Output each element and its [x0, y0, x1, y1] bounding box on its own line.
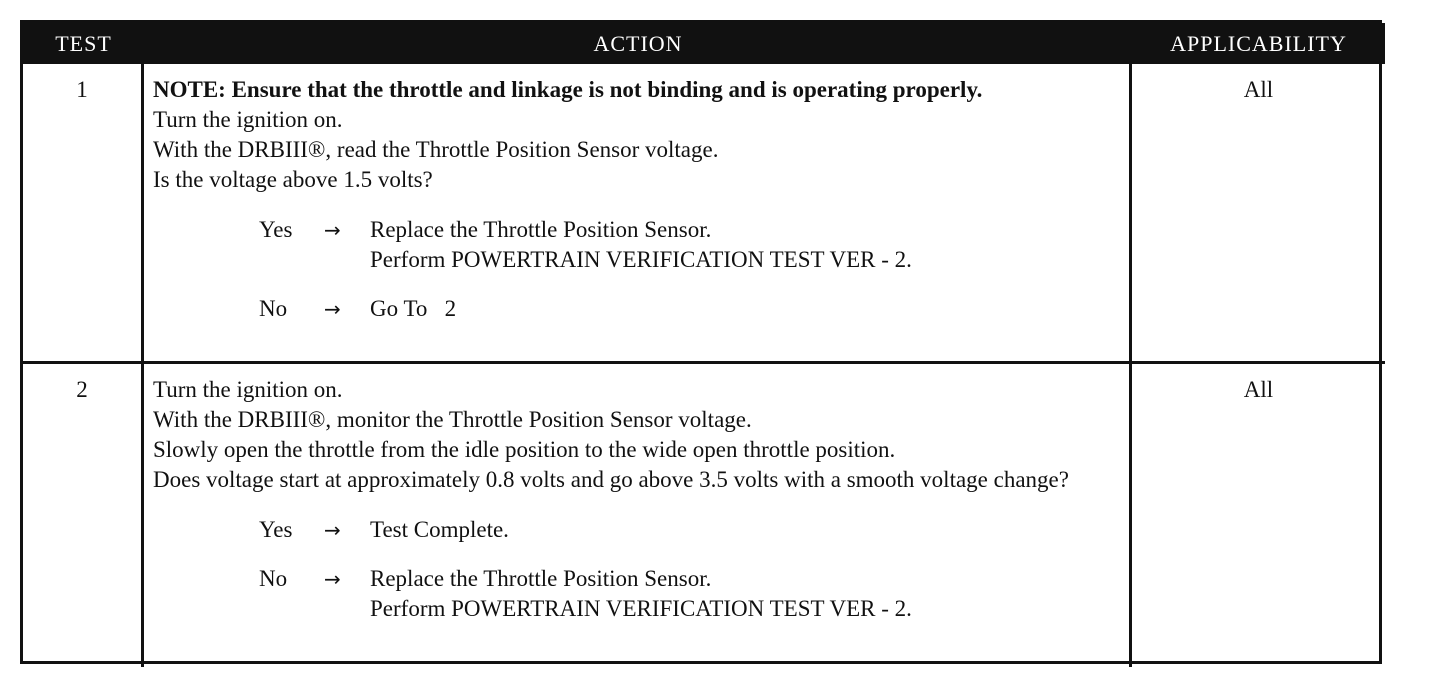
answer-label: Yes: [259, 217, 293, 242]
applicability-cell: [1132, 64, 1385, 364]
right-arrow-icon: →: [324, 218, 341, 242]
note-text: NOTE: Ensure that the throttle and linkage is not binding and is operating properly.: [153, 77, 983, 102]
applicability-value: All: [1243, 377, 1274, 402]
header-test: TEST: [23, 23, 144, 64]
answer-yes: [153, 515, 1123, 545]
test-number: 1: [76, 77, 88, 102]
answer-line: Perform POWERTRAIN VERIFICATION TEST VER - 2.: [370, 596, 912, 621]
diagnostic-test-table: [20, 20, 1382, 664]
answer-yes: [153, 215, 1123, 275]
test-number-cell: [23, 64, 144, 364]
step-text: Slowly open the throttle from the idle position to the wide open throttle position.: [153, 437, 896, 462]
answer-line: Perform POWERTRAIN VERIFICATION TEST VER - 2.: [370, 247, 912, 272]
answer-result: [370, 564, 1123, 624]
header-applicability: APPLICABILITY: [1132, 23, 1385, 64]
right-arrow-icon: →: [324, 567, 341, 591]
step-text: Does voltage start at approximately 0.8 volts and go above 3.5 volts with a smooth voltage change?: [153, 467, 1069, 492]
answer-result: [370, 294, 1123, 324]
answer-result: [370, 515, 1123, 545]
step-text: With the DRBIII®, read the Throttle Position Sensor voltage.: [153, 137, 719, 162]
answer-list: [153, 215, 1123, 324]
test-number-cell: [23, 364, 144, 667]
answer-no: [153, 564, 1123, 624]
answer-line: Replace the Throttle Position Sensor.: [370, 217, 712, 242]
step-text: Turn the ignition on.: [153, 107, 343, 132]
answer-line: Replace the Throttle Position Sensor.: [370, 566, 712, 591]
action-cell: [144, 364, 1132, 667]
answer-label: Yes: [259, 517, 293, 542]
applicability-cell: [1132, 364, 1385, 667]
header-action: ACTION: [144, 23, 1132, 64]
right-arrow-icon: →: [324, 297, 341, 321]
answer-label: No: [259, 566, 288, 591]
action-cell: [144, 64, 1132, 364]
step-text: Turn the ignition on.: [153, 377, 343, 402]
answer-label: No: [259, 296, 288, 321]
answer-line: Test Complete.: [370, 517, 509, 542]
answer-list: [153, 515, 1123, 624]
right-arrow-icon: →: [324, 518, 341, 542]
applicability-value: All: [1243, 77, 1274, 102]
step-text: With the DRBIII®, monitor the Throttle Position Sensor voltage.: [153, 407, 752, 432]
test-number: 2: [76, 377, 88, 402]
answer-result: [370, 215, 1123, 275]
answer-line: Go To 2: [370, 296, 457, 321]
answer-no: [153, 294, 1123, 324]
step-text: Is the voltage above 1.5 volts?: [153, 167, 433, 192]
